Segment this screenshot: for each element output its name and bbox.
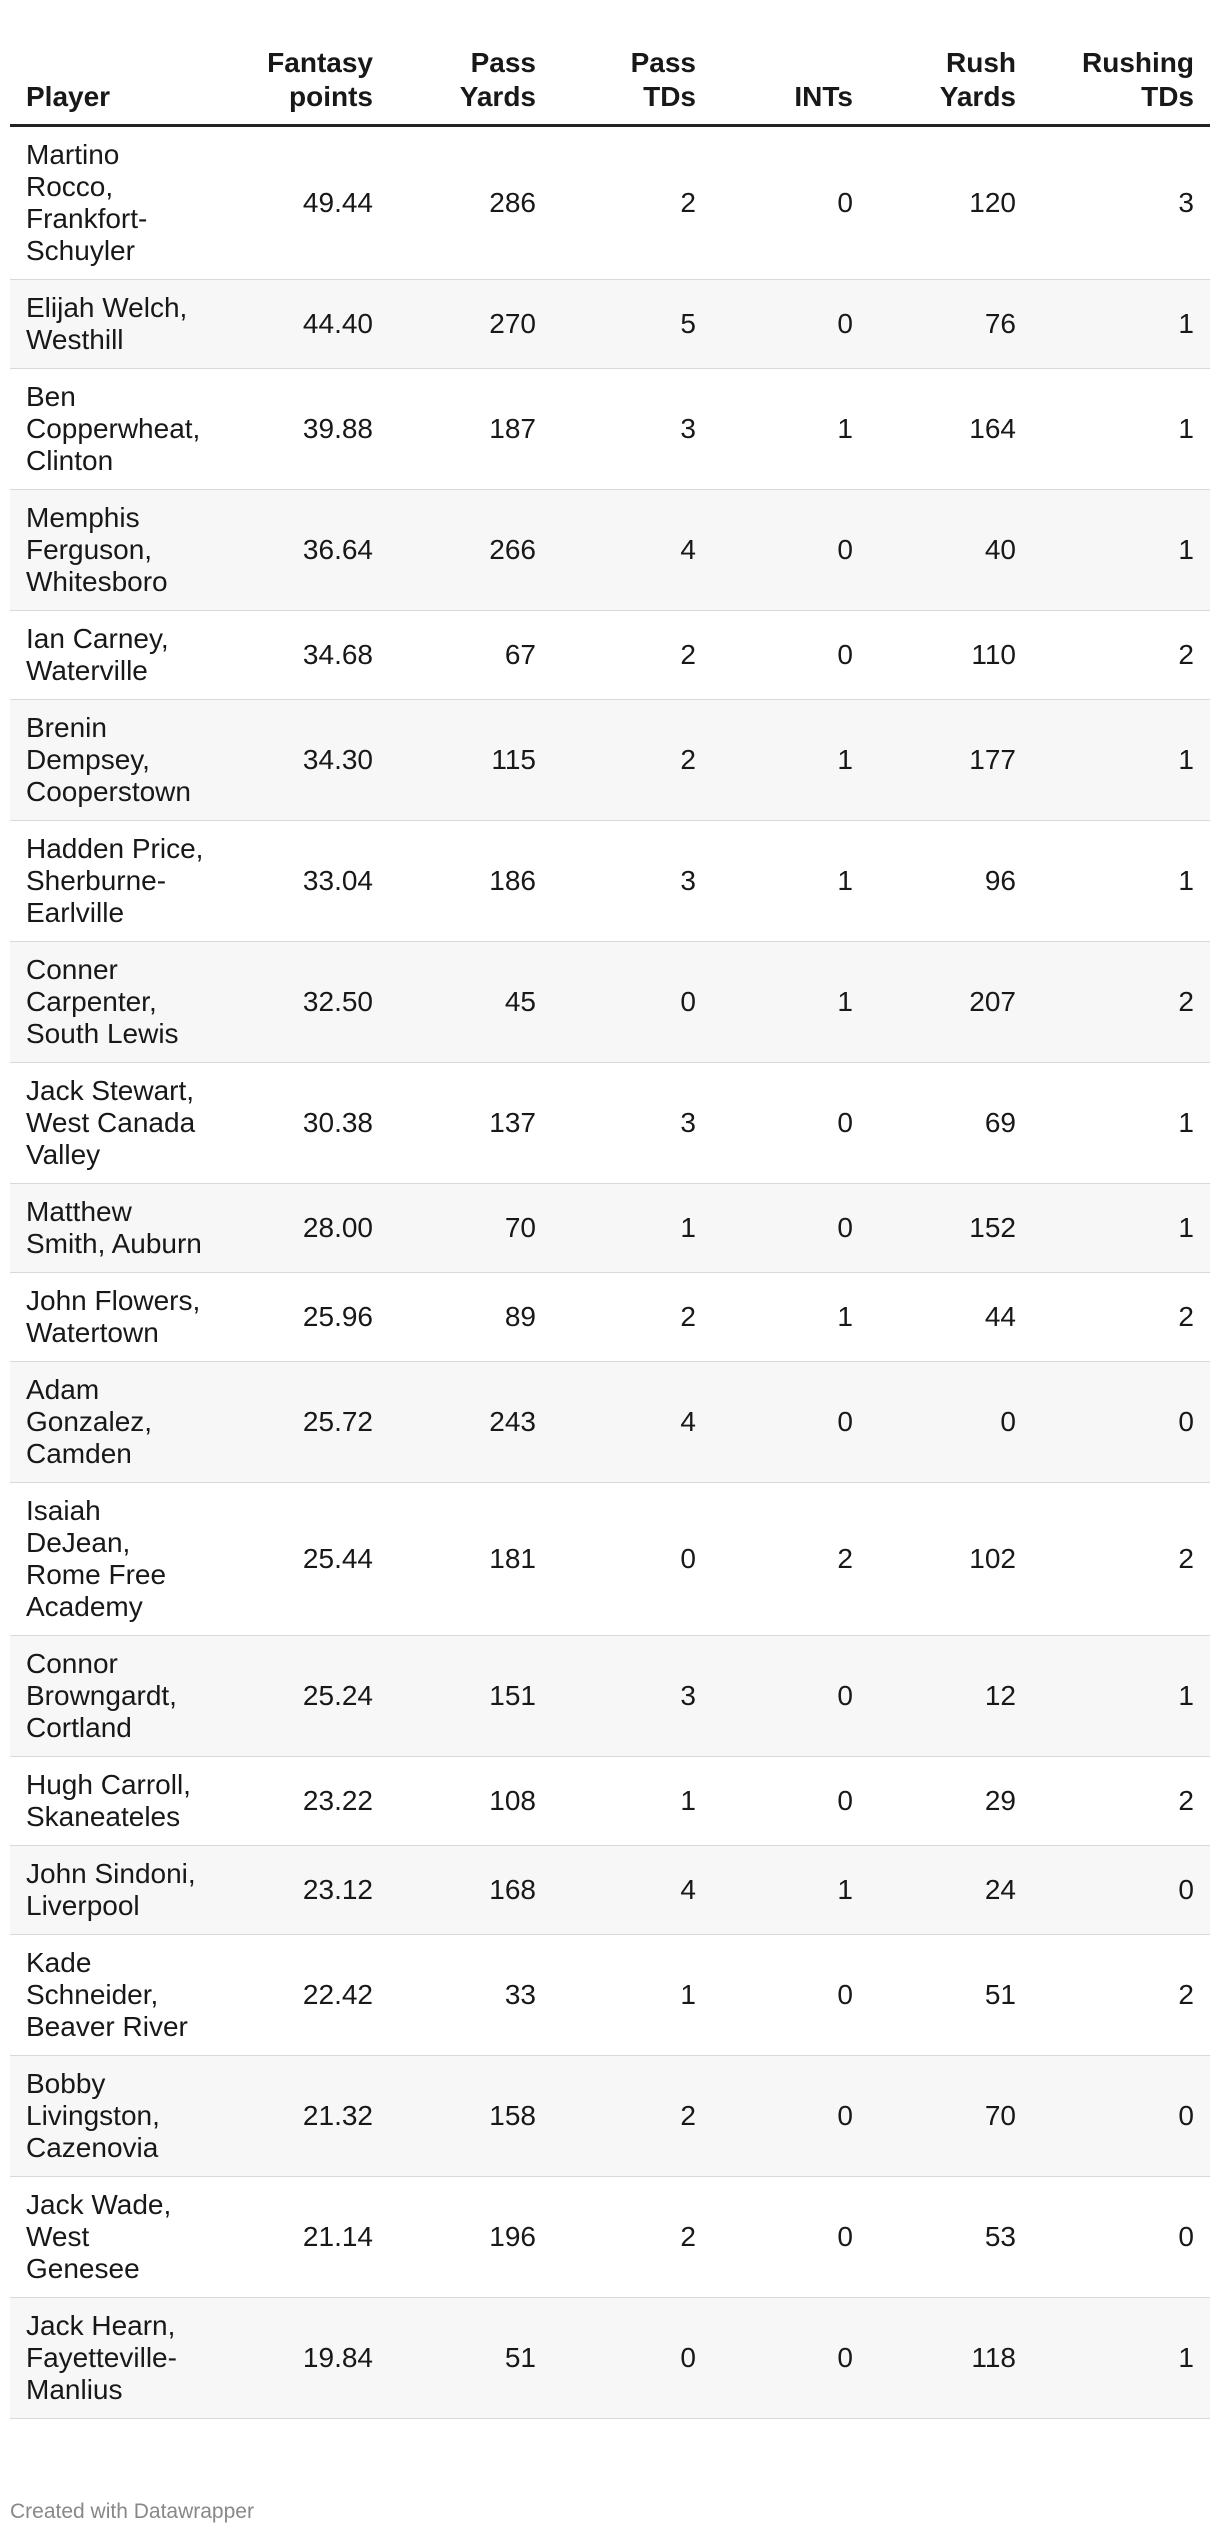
fantasy-points-cell: 49.44 <box>220 126 389 280</box>
header-pass-tds[interactable] <box>552 38 712 126</box>
pass-tds-cell: 1 <box>552 1184 712 1273</box>
pass-tds-cell: 3 <box>552 1636 712 1757</box>
player-cell: Kade Schneider, Beaver River <box>10 1935 220 2056</box>
player-cell: Bobby Livingston, Cazenovia <box>10 2056 220 2177</box>
rushing-tds-cell: 2 <box>1032 942 1210 1063</box>
player-cell: Isaiah DeJean, Rome Free Academy <box>10 1483 220 1636</box>
header-rush-yards[interactable] <box>869 38 1032 126</box>
pass-tds-cell: 0 <box>552 2298 712 2419</box>
ints-cell: 0 <box>712 2177 869 2298</box>
header-row <box>10 38 1210 126</box>
ints-cell: 1 <box>712 821 869 942</box>
fantasy-points-cell: 23.22 <box>220 1757 389 1846</box>
table-row <box>10 700 1210 821</box>
fantasy-points-cell: 25.96 <box>220 1273 389 1362</box>
rush-yards-cell: 120 <box>869 126 1032 280</box>
ints-cell: 0 <box>712 2298 869 2419</box>
rushing-tds-cell: 1 <box>1032 1184 1210 1273</box>
rushing-tds-cell: 1 <box>1032 369 1210 490</box>
fantasy-points-cell: 28.00 <box>220 1184 389 1273</box>
pass-yards-cell: 89 <box>389 1273 552 1362</box>
player-cell: Matthew Smith, Auburn <box>10 1184 220 1273</box>
fantasy-points-cell: 34.30 <box>220 700 389 821</box>
fantasy-points-cell: 23.12 <box>220 1846 389 1935</box>
pass-tds-cell: 3 <box>552 369 712 490</box>
player-cell: Jack Wade, West Genesee <box>10 2177 220 2298</box>
player-cell: Ben Copperwheat, Clinton <box>10 369 220 490</box>
table-row <box>10 126 1210 280</box>
header-fantasy-points[interactable] <box>220 38 389 126</box>
table-row <box>10 2056 1210 2177</box>
table-row <box>10 1063 1210 1184</box>
pass-yards-cell: 266 <box>389 490 552 611</box>
pass-yards-cell: 115 <box>389 700 552 821</box>
pass-tds-cell: 2 <box>552 2056 712 2177</box>
fantasy-points-cell: 25.72 <box>220 1362 389 1483</box>
table-row <box>10 1846 1210 1935</box>
rush-yards-cell: 207 <box>869 942 1032 1063</box>
pass-tds-cell: 4 <box>552 1362 712 1483</box>
pass-tds-cell: 0 <box>552 1483 712 1636</box>
table-row <box>10 2298 1210 2419</box>
player-cell: John Flowers, Watertown <box>10 1273 220 1362</box>
rushing-tds-cell: 3 <box>1032 126 1210 280</box>
header-label-line: TDs <box>1141 81 1194 112</box>
rush-yards-cell: 96 <box>869 821 1032 942</box>
player-cell: Jack Hearn, Fayetteville-Manlius <box>10 2298 220 2419</box>
ints-cell: 1 <box>712 1273 869 1362</box>
pass-yards-cell: 137 <box>389 1063 552 1184</box>
fantasy-points-cell: 22.42 <box>220 1935 389 2056</box>
player-cell: Jack Stewart, West Canada Valley <box>10 1063 220 1184</box>
rush-yards-cell: 177 <box>869 700 1032 821</box>
table-row <box>10 611 1210 700</box>
rush-yards-cell: 102 <box>869 1483 1032 1636</box>
pass-tds-cell: 4 <box>552 490 712 611</box>
pass-tds-cell: 0 <box>552 942 712 1063</box>
header-rushing-tds[interactable] <box>1032 38 1210 126</box>
player-cell: Elijah Welch, Westhill <box>10 280 220 369</box>
ints-cell: 1 <box>712 700 869 821</box>
pass-yards-cell: 158 <box>389 2056 552 2177</box>
rushing-tds-cell: 0 <box>1032 2056 1210 2177</box>
rushing-tds-cell: 1 <box>1032 1636 1210 1757</box>
player-cell: Adam Gonzalez, Camden <box>10 1362 220 1483</box>
table-row <box>10 1362 1210 1483</box>
header-label-line: INTs <box>794 81 853 112</box>
rush-yards-cell: 152 <box>869 1184 1032 1273</box>
rushing-tds-cell: 2 <box>1032 1757 1210 1846</box>
table-row <box>10 1273 1210 1362</box>
header-label-line: Rush <box>946 47 1016 78</box>
pass-yards-cell: 67 <box>389 611 552 700</box>
pass-tds-cell: 2 <box>552 700 712 821</box>
rush-yards-cell: 76 <box>869 280 1032 369</box>
header-label-line: Yards <box>939 81 1016 112</box>
pass-yards-cell: 196 <box>389 2177 552 2298</box>
player-cell: Conner Carpenter, South Lewis <box>10 942 220 1063</box>
rushing-tds-cell: 0 <box>1032 2177 1210 2298</box>
player-cell: Hadden Price, Sherburne-Earlville <box>10 821 220 942</box>
pass-tds-cell: 3 <box>552 821 712 942</box>
pass-tds-cell: 1 <box>552 1757 712 1846</box>
rushing-tds-cell: 2 <box>1032 611 1210 700</box>
player-cell: Memphis Ferguson, Whitesboro <box>10 490 220 611</box>
table-row <box>10 1636 1210 1757</box>
pass-tds-cell: 2 <box>552 2177 712 2298</box>
pass-tds-cell: 2 <box>552 126 712 280</box>
fantasy-points-cell: 21.32 <box>220 2056 389 2177</box>
fantasy-points-cell: 25.24 <box>220 1636 389 1757</box>
ints-cell: 0 <box>712 611 869 700</box>
rushing-tds-cell: 1 <box>1032 821 1210 942</box>
rushing-tds-cell: 1 <box>1032 700 1210 821</box>
header-label-line: Pass <box>470 47 536 78</box>
header-label-line: TDs <box>643 81 696 112</box>
ints-cell: 0 <box>712 280 869 369</box>
fantasy-points-cell: 19.84 <box>220 2298 389 2419</box>
pass-tds-cell: 5 <box>552 280 712 369</box>
rushing-tds-cell: 2 <box>1032 1483 1210 1636</box>
table-row <box>10 490 1210 611</box>
ints-cell: 0 <box>712 1184 869 1273</box>
pass-yards-cell: 187 <box>389 369 552 490</box>
rush-yards-cell: 70 <box>869 2056 1032 2177</box>
rush-yards-cell: 40 <box>869 490 1032 611</box>
pass-yards-cell: 270 <box>389 280 552 369</box>
stats-table <box>10 38 1210 2419</box>
ints-cell: 1 <box>712 1846 869 1935</box>
rush-yards-cell: 110 <box>869 611 1032 700</box>
fantasy-points-cell: 32.50 <box>220 942 389 1063</box>
ints-cell: 0 <box>712 1935 869 2056</box>
ints-cell: 1 <box>712 942 869 1063</box>
fantasy-points-cell: 44.40 <box>220 280 389 369</box>
ints-cell: 0 <box>712 1063 869 1184</box>
player-cell: Martino Rocco, Frankfort-Schuyler <box>10 126 220 280</box>
rushing-tds-cell: 1 <box>1032 490 1210 611</box>
rush-yards-cell: 0 <box>869 1362 1032 1483</box>
rush-yards-cell: 51 <box>869 1935 1032 2056</box>
fantasy-points-cell: 21.14 <box>220 2177 389 2298</box>
player-cell: Hugh Carroll, Skaneateles <box>10 1757 220 1846</box>
ints-cell: 0 <box>712 1362 869 1483</box>
pass-tds-cell: 2 <box>552 1273 712 1362</box>
table-row <box>10 1483 1210 1636</box>
fantasy-points-cell: 36.64 <box>220 490 389 611</box>
header-label-line: Fantasy <box>267 47 373 78</box>
table-body <box>10 126 1210 2419</box>
rushing-tds-cell: 1 <box>1032 2298 1210 2419</box>
pass-yards-cell: 243 <box>389 1362 552 1483</box>
ints-cell: 0 <box>712 126 869 280</box>
fantasy-points-cell: 30.38 <box>220 1063 389 1184</box>
rush-yards-cell: 118 <box>869 2298 1032 2419</box>
rush-yards-cell: 53 <box>869 2177 1032 2298</box>
pass-yards-cell: 33 <box>389 1935 552 2056</box>
rushing-tds-cell: 1 <box>1032 1063 1210 1184</box>
table-row <box>10 280 1210 369</box>
rushing-tds-cell: 2 <box>1032 1935 1210 2056</box>
pass-yards-cell: 186 <box>389 821 552 942</box>
header-label-line: Player <box>26 81 111 112</box>
header-label-line: Yards <box>459 81 536 112</box>
rushing-tds-cell: 1 <box>1032 280 1210 369</box>
ints-cell: 0 <box>712 1636 869 1757</box>
pass-tds-cell: 1 <box>552 1935 712 2056</box>
table-row <box>10 942 1210 1063</box>
player-cell: Brenin Dempsey, Cooperstown <box>10 700 220 821</box>
rush-yards-cell: 29 <box>869 1757 1032 1846</box>
pass-yards-cell: 286 <box>389 126 552 280</box>
rush-yards-cell: 12 <box>869 1636 1032 1757</box>
table-row <box>10 1757 1210 1846</box>
rush-yards-cell: 69 <box>869 1063 1032 1184</box>
table-row <box>10 2177 1210 2298</box>
pass-yards-cell: 51 <box>389 2298 552 2419</box>
fantasy-points-cell: 25.44 <box>220 1483 389 1636</box>
header-player[interactable] <box>10 38 220 126</box>
player-cell: John Sindoni, Liverpool <box>10 1846 220 1935</box>
header-label-line: points <box>289 81 373 112</box>
table-row <box>10 821 1210 942</box>
ints-cell: 2 <box>712 1483 869 1636</box>
rush-yards-cell: 44 <box>869 1273 1032 1362</box>
header-ints[interactable] <box>712 38 869 126</box>
ints-cell: 0 <box>712 1757 869 1846</box>
rush-yards-cell: 164 <box>869 369 1032 490</box>
pass-yards-cell: 108 <box>389 1757 552 1846</box>
rush-yards-cell: 24 <box>869 1846 1032 1935</box>
rushing-tds-cell: 2 <box>1032 1273 1210 1362</box>
pass-tds-cell: 4 <box>552 1846 712 1935</box>
table-row <box>10 369 1210 490</box>
header-label-line: Rushing <box>1082 47 1194 78</box>
pass-yards-cell: 168 <box>389 1846 552 1935</box>
ints-cell: 0 <box>712 490 869 611</box>
table-row <box>10 1935 1210 2056</box>
fantasy-points-cell: 34.68 <box>220 611 389 700</box>
player-cell: Connor Browngardt, Cortland <box>10 1636 220 1757</box>
footer-credit[interactable]: Created with Datawrapper <box>10 2500 254 2523</box>
pass-yards-cell: 181 <box>389 1483 552 1636</box>
header-label-line: Pass <box>630 47 696 78</box>
pass-yards-cell: 45 <box>389 942 552 1063</box>
fantasy-points-cell: 33.04 <box>220 821 389 942</box>
header-pass-yards[interactable] <box>389 38 552 126</box>
pass-tds-cell: 2 <box>552 611 712 700</box>
ints-cell: 1 <box>712 369 869 490</box>
player-cell: Ian Carney, Waterville <box>10 611 220 700</box>
pass-tds-cell: 3 <box>552 1063 712 1184</box>
table-header <box>10 38 1210 126</box>
ints-cell: 0 <box>712 2056 869 2177</box>
rushing-tds-cell: 0 <box>1032 1846 1210 1935</box>
pass-yards-cell: 70 <box>389 1184 552 1273</box>
pass-yards-cell: 151 <box>389 1636 552 1757</box>
rushing-tds-cell: 0 <box>1032 1362 1210 1483</box>
fantasy-points-cell: 39.88 <box>220 369 389 490</box>
table-row <box>10 1184 1210 1273</box>
